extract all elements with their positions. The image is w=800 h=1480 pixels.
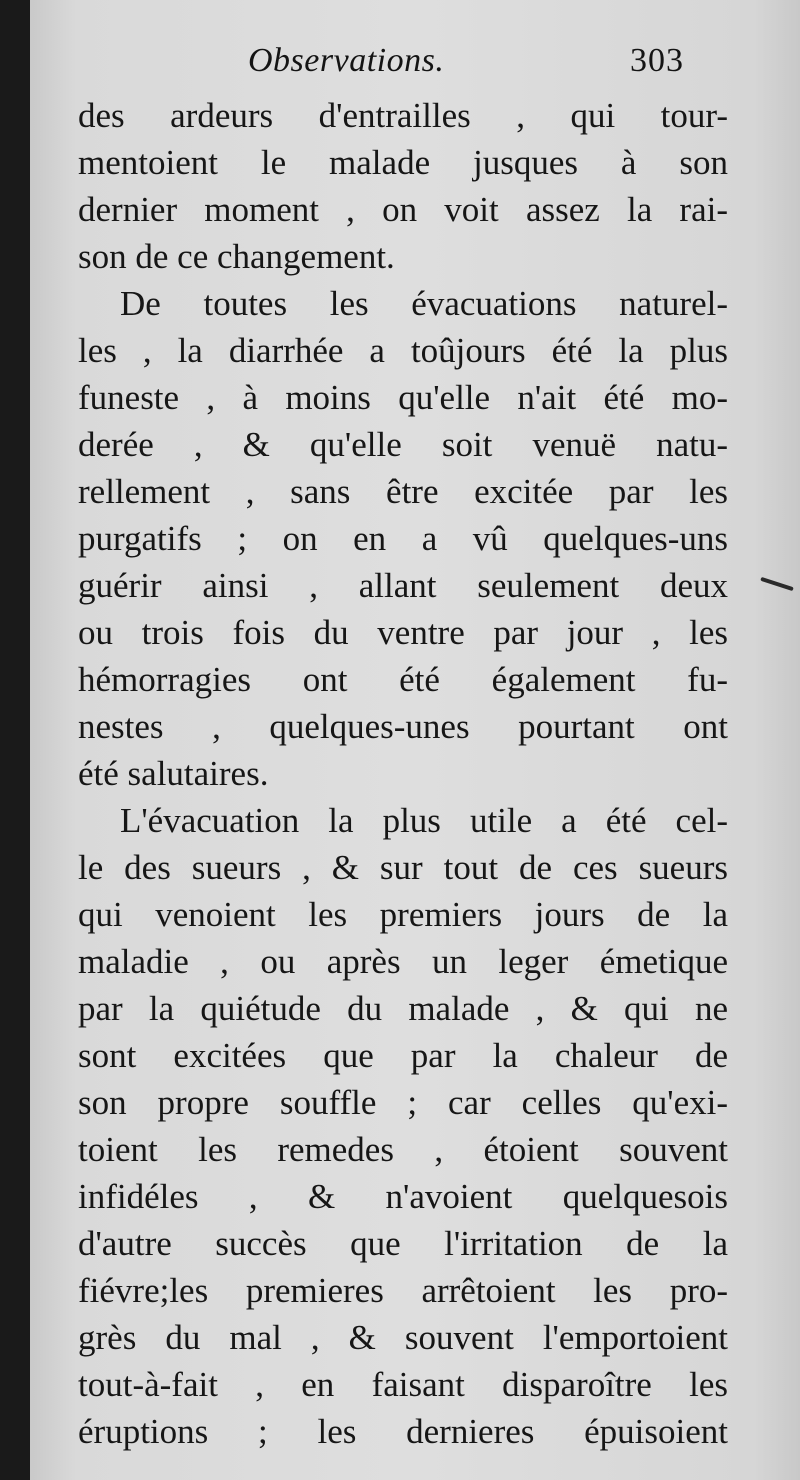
text-line: purgatifs ; on en a vû quelques-uns <box>78 519 728 558</box>
text-line: L'évacuation la plus utile a été cel- <box>120 801 728 840</box>
running-title: Observations. <box>248 42 445 79</box>
body-text <box>78 92 728 1455</box>
text-line: d'autre succès que l'irritation de la <box>78 1224 728 1263</box>
text-line: son de ce changement. <box>78 237 395 276</box>
margin-mark <box>760 577 794 591</box>
page-number: 303 <box>630 42 684 79</box>
text-line: le des sueurs , & sur tout de ces sueurs <box>78 848 728 887</box>
text-line: guérir ainsi , allant seulement deux <box>78 566 728 605</box>
text-line: infidéles , & n'avoient quelquesois <box>78 1177 728 1216</box>
text-line: De toutes les évacuations naturel- <box>120 284 728 323</box>
text-line: éruptions ; les dernieres épuisoient <box>78 1412 728 1451</box>
text-line: toient les remedes , étoient souvent <box>78 1130 728 1169</box>
text-line: tout-à-fait , en faisant disparoître les <box>78 1365 728 1404</box>
text-line: derée , & qu'elle soit venuë natu- <box>78 425 728 464</box>
book-page <box>30 0 800 1480</box>
text-line: maladie , ou après un leger émetique <box>78 942 728 981</box>
text-line: nestes , quelques-unes pourtant ont <box>78 707 728 746</box>
running-header <box>30 42 800 92</box>
text-line: son propre souffle ; car celles qu'exi- <box>78 1083 728 1122</box>
text-line: fiévre;les premieres arrêtoient les pro- <box>78 1271 728 1310</box>
text-line: sont excitées que par la chaleur de <box>78 1036 728 1075</box>
text-line: dernier moment , on voit assez la rai- <box>78 190 728 229</box>
text-line: les , la diarrhée a toûjours été la plus <box>78 331 728 370</box>
text-line: funeste , à moins qu'elle n'ait été mo- <box>78 378 728 417</box>
text-line: grès du mal , & souvent l'emportoient <box>78 1318 728 1357</box>
text-line: ou trois fois du ventre par jour , les <box>78 613 728 652</box>
text-line: des ardeurs d'entrailles , qui tour- <box>78 96 728 135</box>
text-line: hémorragies ont été également fu- <box>78 660 728 699</box>
text-line: qui venoient les premiers jours de la <box>78 895 728 934</box>
text-line: rellement , sans être excitée par les <box>78 472 728 511</box>
text-line: été salutaires. <box>78 754 269 793</box>
text-line: par la quiétude du malade , & qui ne <box>78 989 728 1028</box>
text-line: mentoient le malade jusques à son <box>78 143 728 182</box>
